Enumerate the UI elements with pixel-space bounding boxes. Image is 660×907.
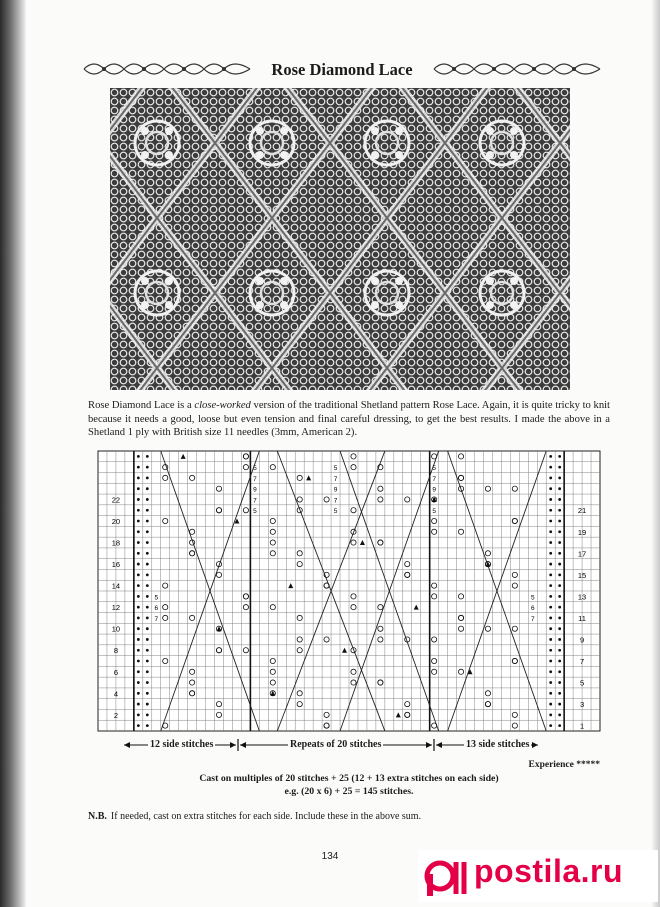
- right-row-number: 13: [577, 592, 587, 602]
- legend-side-left: 12 side stitches: [150, 739, 214, 750]
- purl-dot: [146, 477, 149, 480]
- purl-dot: [549, 703, 552, 706]
- edge-stitch-count: 6: [154, 605, 159, 613]
- purl-dot: [558, 713, 561, 716]
- purl-dot: [549, 477, 552, 480]
- purl-dot: [549, 455, 552, 458]
- purl-dot: [558, 498, 561, 501]
- purl-dot: [549, 627, 552, 630]
- purl-dot: [137, 520, 140, 523]
- purl-dot: [146, 455, 149, 458]
- purl-dot: [146, 466, 149, 469]
- purl-dot: [146, 703, 149, 706]
- right-row-number: 5: [579, 678, 585, 688]
- purl-dot: [558, 703, 561, 706]
- inner-stitch-count: 7: [333, 497, 338, 505]
- purl-dot: [137, 466, 140, 469]
- purl-dot: [558, 681, 561, 684]
- purl-dot: [549, 681, 552, 684]
- purl-dot: [549, 660, 552, 663]
- purl-dot: [137, 670, 140, 673]
- right-row-number: 17: [577, 549, 587, 559]
- purl-dot: [137, 681, 140, 684]
- right-row-number: 11: [578, 613, 586, 623]
- purl-dot: [146, 660, 149, 663]
- purl-dot: [146, 670, 149, 673]
- experience-rating: Experience *****: [528, 760, 600, 770]
- purl-dot: [558, 670, 561, 673]
- inner-stitch-count: 7: [432, 497, 436, 505]
- nb-note: [88, 811, 421, 822]
- purl-dot: [558, 541, 561, 544]
- purl-dot: [549, 573, 552, 576]
- inner-stitch-count: 9: [253, 486, 257, 494]
- nb-label: N.B.: [88, 811, 107, 822]
- inner-stitch-count: 5: [333, 508, 338, 516]
- purl-dot: [146, 627, 149, 630]
- purl-dot: [549, 617, 552, 620]
- purl-dot: [137, 530, 140, 533]
- purl-dot: [146, 713, 149, 716]
- purl-dot: [137, 627, 140, 630]
- page-number: 134: [321, 851, 339, 862]
- purl-dot: [558, 487, 561, 490]
- purl-dot: [558, 595, 561, 598]
- purl-dot: [558, 692, 561, 695]
- right-row-number: 15: [577, 570, 587, 580]
- left-row-number: 22: [111, 495, 121, 505]
- purl-dot: [146, 530, 149, 533]
- inner-stitch-count: 5: [333, 465, 338, 473]
- purl-dot: [549, 487, 552, 490]
- right-row-number: 1: [579, 721, 585, 731]
- purl-dot: [137, 563, 140, 566]
- purl-dot: [146, 498, 149, 501]
- purl-dot: [146, 584, 149, 587]
- inner-stitch-count: 5: [253, 508, 257, 516]
- purl-dot: [558, 563, 561, 566]
- purl-dot: [558, 584, 561, 587]
- left-row-number: 4: [113, 689, 119, 699]
- intro-part-2: version of the traditional Shetland pattern Rose Lace. Again, it is quite tricky to knit because it needs a good, loose but even tension and final careful dressing, to get the best results. I made the above in a Shetland 1 ply with British size 11 needles (3mm, American 2).: [88, 400, 610, 439]
- purl-dot: [549, 509, 552, 512]
- purl-dot: [549, 563, 552, 566]
- inner-stitch-count: 7: [253, 497, 257, 505]
- purl-dot: [558, 573, 561, 576]
- purl-dot: [146, 487, 149, 490]
- purl-dot: [137, 498, 140, 501]
- purl-dot: [549, 670, 552, 673]
- postila-wordmark: [474, 853, 623, 890]
- right-row-number: 3: [579, 700, 585, 710]
- edge-stitch-count: 6: [530, 605, 535, 613]
- left-row-number: 6: [113, 667, 119, 677]
- left-row-number: 12: [111, 603, 121, 613]
- purl-dot: [549, 541, 552, 544]
- edge-stitch-count: 7: [154, 615, 159, 623]
- purl-dot: [558, 638, 561, 641]
- purl-dot: [137, 703, 140, 706]
- intro-paragraph: [88, 399, 610, 440]
- purl-dot: [549, 595, 552, 598]
- purl-dot: [558, 477, 561, 480]
- chart-grid: [88, 449, 610, 734]
- page-title: Rose Diamond Lace: [271, 60, 413, 79]
- left-row-number: 2: [113, 710, 119, 720]
- purl-dot: [137, 573, 140, 576]
- purl-dot: [558, 606, 561, 609]
- right-row-number: 21: [577, 506, 587, 516]
- purl-dot: [558, 649, 561, 652]
- edge-stitch-count: 5: [154, 594, 159, 602]
- purl-dot: [137, 552, 140, 555]
- lace-photo: [110, 88, 570, 390]
- purl-dot: [558, 627, 561, 630]
- postila-brand: postila: [474, 853, 581, 889]
- purl-dot: [549, 530, 552, 533]
- purl-dot: [146, 595, 149, 598]
- right-ornament-icon: [432, 56, 602, 82]
- purl-dot: [549, 466, 552, 469]
- legend-repeats: Repeats of 20 stitches: [290, 739, 382, 750]
- purl-dot: [137, 455, 140, 458]
- purl-dot: [137, 595, 140, 598]
- purl-dot: [549, 552, 552, 555]
- purl-dot: [137, 606, 140, 609]
- title-row: [82, 56, 602, 86]
- purl-dot: [146, 573, 149, 576]
- left-row-number: 14: [111, 581, 121, 591]
- right-row-number: 19: [577, 527, 587, 537]
- purl-dot: [549, 520, 552, 523]
- purl-dot: [137, 724, 140, 727]
- purl-dot: [137, 584, 140, 587]
- purl-dot: [558, 530, 561, 533]
- purl-dot: [146, 724, 149, 727]
- edge-stitch-count: 7: [530, 615, 535, 623]
- inner-stitch-count: 9: [432, 486, 436, 494]
- inner-stitch-count: 9: [333, 486, 338, 494]
- purl-dot: [549, 638, 552, 641]
- left-row-number: 18: [111, 538, 121, 548]
- purl-dot: [549, 498, 552, 501]
- purl-dot: [558, 509, 561, 512]
- page-edge: [652, 0, 660, 907]
- right-row-number: 9: [579, 635, 585, 645]
- purl-dot: [146, 509, 149, 512]
- purl-dot: [558, 617, 561, 620]
- legend-side-right: 13 side stitches: [466, 739, 530, 750]
- inner-stitch-count: 5: [432, 465, 436, 473]
- purl-dot: [146, 552, 149, 555]
- purl-dot: [549, 713, 552, 716]
- purl-dot: [558, 520, 561, 523]
- intro-part-1: Rose Diamond Lace is a: [88, 400, 195, 411]
- postila-logo-icon: [420, 856, 470, 896]
- purl-dot: [146, 681, 149, 684]
- purl-dot: [558, 466, 561, 469]
- purl-dot: [558, 552, 561, 555]
- left-row-number: 16: [111, 560, 121, 570]
- cast-on-line-2: e.g. (20 x 6) + 25 = 145 stitches.: [284, 786, 414, 797]
- edge-stitch-count: 5: [530, 594, 535, 602]
- purl-dot: [137, 477, 140, 480]
- purl-dot: [558, 660, 561, 663]
- purl-dot: [549, 692, 552, 695]
- purl-dot: [137, 541, 140, 544]
- purl-dot: [146, 520, 149, 523]
- purl-dot: [146, 617, 149, 620]
- purl-dot: [146, 541, 149, 544]
- inner-stitch-count: 7: [432, 475, 436, 483]
- right-row-number: 7: [579, 657, 585, 666]
- left-row-number: 10: [111, 624, 121, 634]
- intro-emphasis: close-worked: [194, 400, 251, 411]
- purl-dot: [137, 487, 140, 490]
- knitting-chart: [88, 449, 610, 734]
- purl-dot: [549, 584, 552, 587]
- purl-dot: [549, 606, 552, 609]
- lace-swatch-image: [110, 88, 570, 390]
- purl-dot: [137, 617, 140, 620]
- cast-on-line-1: Cast on multiples of 20 stitches + 25 (12 + 13 extra stitches on each side): [199, 773, 499, 784]
- inner-stitch-count: 5: [432, 508, 436, 516]
- purl-dot: [146, 638, 149, 641]
- purl-dot: [146, 649, 149, 652]
- left-row-number: 8: [113, 646, 119, 656]
- purl-dot: [549, 724, 552, 727]
- purl-dot: [137, 660, 140, 663]
- nb-text: If needed, cast on extra stitches for each side. Include these in the above sum.: [110, 811, 422, 822]
- inner-stitch-count: 5: [253, 465, 257, 473]
- purl-dot: [137, 713, 140, 716]
- left-row-number: 20: [111, 517, 121, 526]
- purl-dot: [137, 692, 140, 695]
- book-spine-shadow: [0, 0, 26, 907]
- inner-stitch-count: 7: [253, 475, 257, 483]
- purl-dot: [146, 692, 149, 695]
- purl-dot: [558, 724, 561, 727]
- purl-dot: [146, 606, 149, 609]
- purl-dot: [549, 649, 552, 652]
- purl-dot: [558, 455, 561, 458]
- postila-suffix: .ru: [580, 853, 624, 889]
- stitch-legend: [88, 737, 610, 753]
- purl-dot: [137, 638, 140, 641]
- purl-dot: [137, 649, 140, 652]
- purl-dot: [146, 563, 149, 566]
- purl-dot: [137, 509, 140, 512]
- inner-stitch-count: 7: [333, 475, 338, 483]
- postila-watermark: [418, 850, 658, 902]
